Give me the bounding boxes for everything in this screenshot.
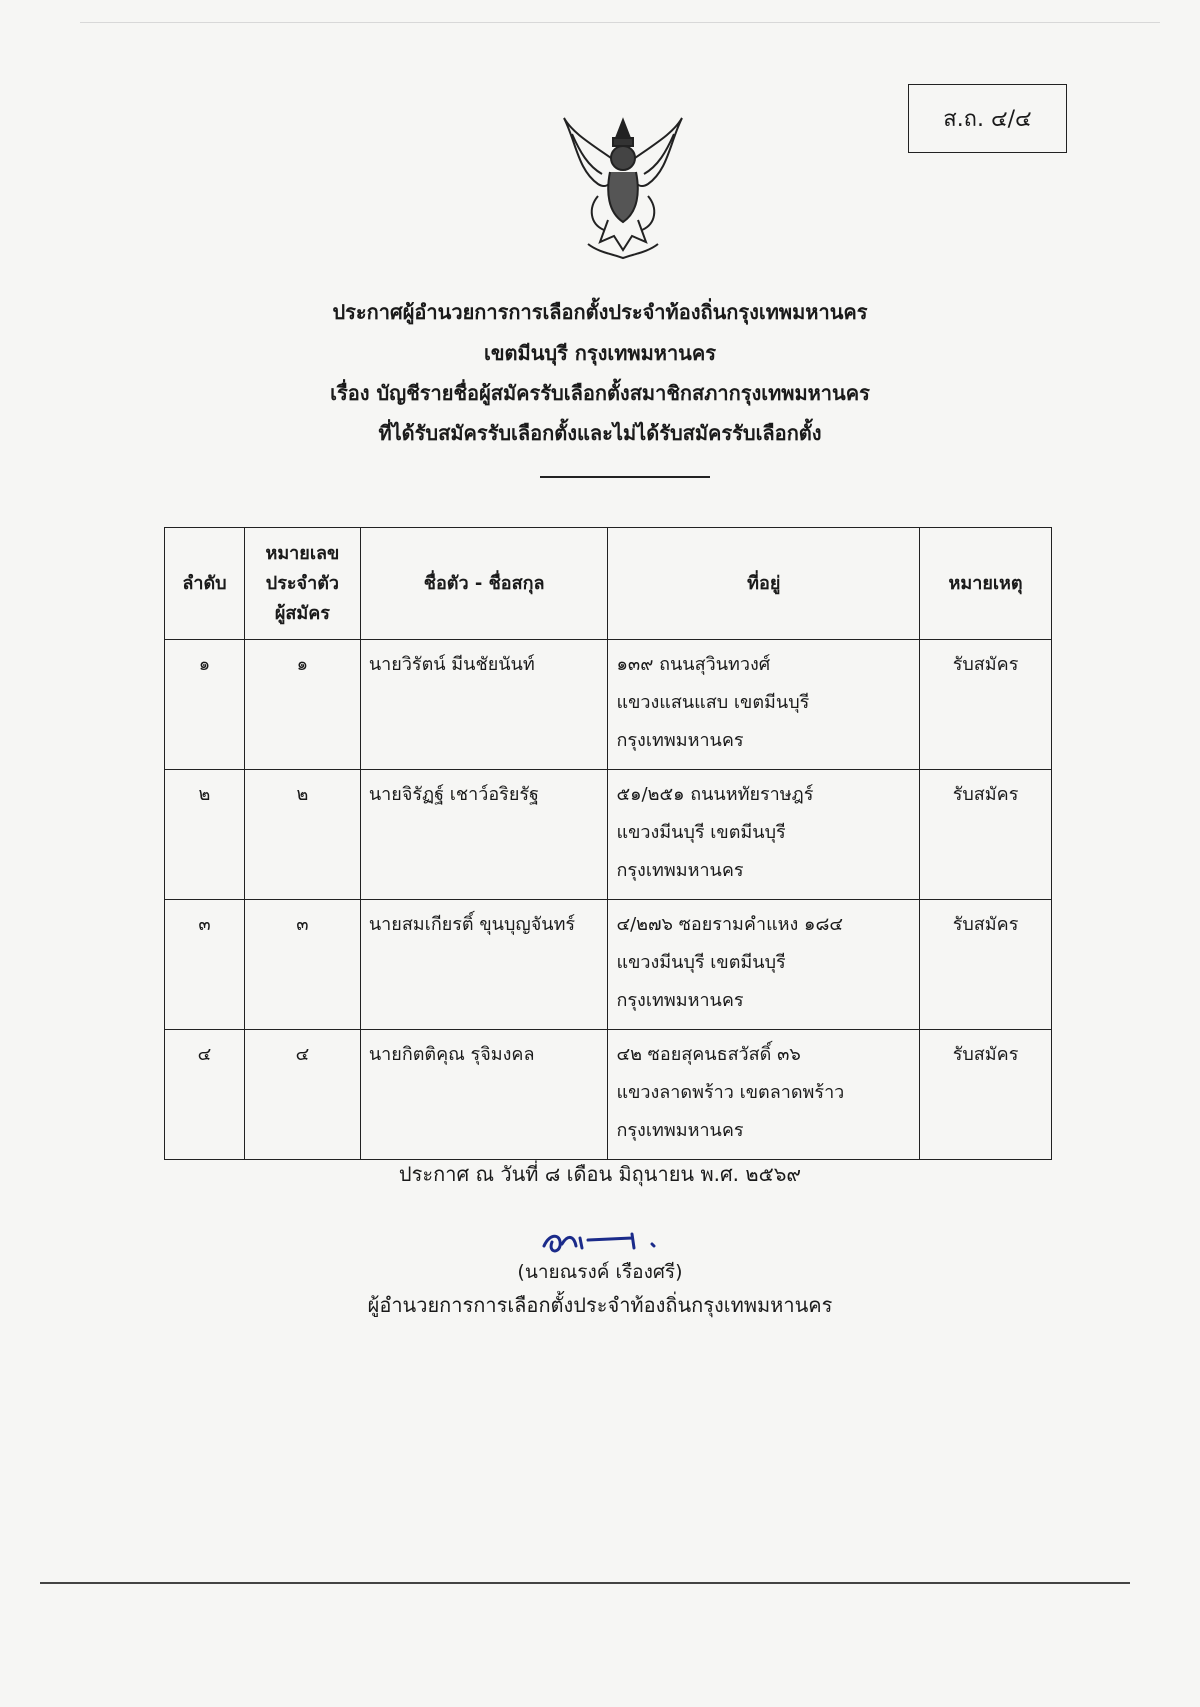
row-remark: รับสมัคร bbox=[920, 900, 1052, 1030]
table-row bbox=[165, 770, 1052, 900]
table-header-row bbox=[165, 528, 1052, 640]
row-order: ๒ bbox=[165, 770, 245, 900]
row-order: ๓ bbox=[165, 900, 245, 1030]
row-remark: รับสมัคร bbox=[920, 1030, 1052, 1160]
row-candidate-no: ๓ bbox=[244, 900, 360, 1030]
row-address: ๕๑/๒๕๑ ถนนหทัยราษฎร์ แขวงมีนบุรี เขตมีนบุรี กรุงเทพมหานคร bbox=[608, 770, 920, 900]
row-name: นายจิรัฏฐ์ เชาว์อริยรัฐ bbox=[360, 770, 608, 900]
row-name: นายสมเกียรติ์ ขุนบุญจันทร์ bbox=[360, 900, 608, 1030]
signer-title: ผู้อำนวยการการเลือกตั้งประจำท้องถิ่นกรุงเทพมหานคร bbox=[367, 1293, 833, 1317]
row-address: ๔๒ ซอยสุคนธสวัสดิ์ ๓๖ แขวงลาดพร้าว เขตลาดพร้าว กรุงเทพมหานคร bbox=[608, 1030, 920, 1160]
announcement-heading: ประกาศผู้อำนวยการการเลือกตั้งประจำท้องถิ่นกรุงเทพมหานคร bbox=[332, 300, 868, 324]
header-order: ลำดับ bbox=[165, 528, 245, 640]
row-remark: รับสมัคร bbox=[920, 770, 1052, 900]
row-candidate-no: ๔ bbox=[244, 1030, 360, 1160]
row-candidate-no: ๑ bbox=[244, 640, 360, 770]
form-code-box bbox=[908, 84, 1067, 153]
row-address: ๔/๒๗๖ ซอยรามคำแหง ๑๘๔ แขวงมีนบุรี เขตมีนบุรี กรุงเทพมหานคร bbox=[608, 900, 920, 1030]
heading-rule bbox=[540, 476, 710, 478]
form-code: ส.ถ. ๔/๔ bbox=[943, 107, 1032, 132]
signature-icon bbox=[540, 1222, 670, 1258]
signer-name: (นายณรงค์ เรืองศรี) bbox=[517, 1261, 683, 1283]
subject-heading: เรื่อง บัญชีรายชื่อผู้สมัครรับเลือกตั้งสมาชิกสภากรุงเทพมหานคร bbox=[330, 381, 870, 405]
candidate-table bbox=[164, 527, 1052, 1160]
district-heading: เขตมีนบุรี กรุงเทพมหานคร bbox=[484, 341, 716, 365]
header-candidate-no: หมายเลข ประจำตัว ผู้สมัคร bbox=[244, 528, 360, 640]
announcement-date: ประกาศ ณ วันที่ ๘ เดือน มิถุนายน พ.ศ. ๒๕๖๙ bbox=[398, 1162, 802, 1186]
row-remark: รับสมัคร bbox=[920, 640, 1052, 770]
garuda-emblem-icon bbox=[558, 112, 688, 264]
header-name: ชื่อตัว - ชื่อสกุล bbox=[360, 528, 608, 640]
subject-heading-continued: ที่ได้รับสมัครรับเลือกตั้งและไม่ได้รับสมัครรับเลือกตั้ง bbox=[378, 421, 822, 445]
row-order: ๑ bbox=[165, 640, 245, 770]
row-name: นายวิรัตน์ มีนชัยนันท์ bbox=[360, 640, 608, 770]
row-name: นายกิตติคุณ รุจิมงคล bbox=[360, 1030, 608, 1160]
table-row bbox=[165, 1030, 1052, 1160]
table-row bbox=[165, 900, 1052, 1030]
row-order: ๔ bbox=[165, 1030, 245, 1160]
table-row bbox=[165, 640, 1052, 770]
top-divider bbox=[80, 22, 1160, 23]
header-remark: หมายเหตุ bbox=[920, 528, 1052, 640]
bottom-divider bbox=[40, 1582, 1130, 1584]
row-address: ๑๓๙ ถนนสุวินทวงศ์ แขวงแสนแสบ เขตมีนบุรี กรุงเทพมหานคร bbox=[608, 640, 920, 770]
row-candidate-no: ๒ bbox=[244, 770, 360, 900]
header-address: ที่อยู่ bbox=[608, 528, 920, 640]
